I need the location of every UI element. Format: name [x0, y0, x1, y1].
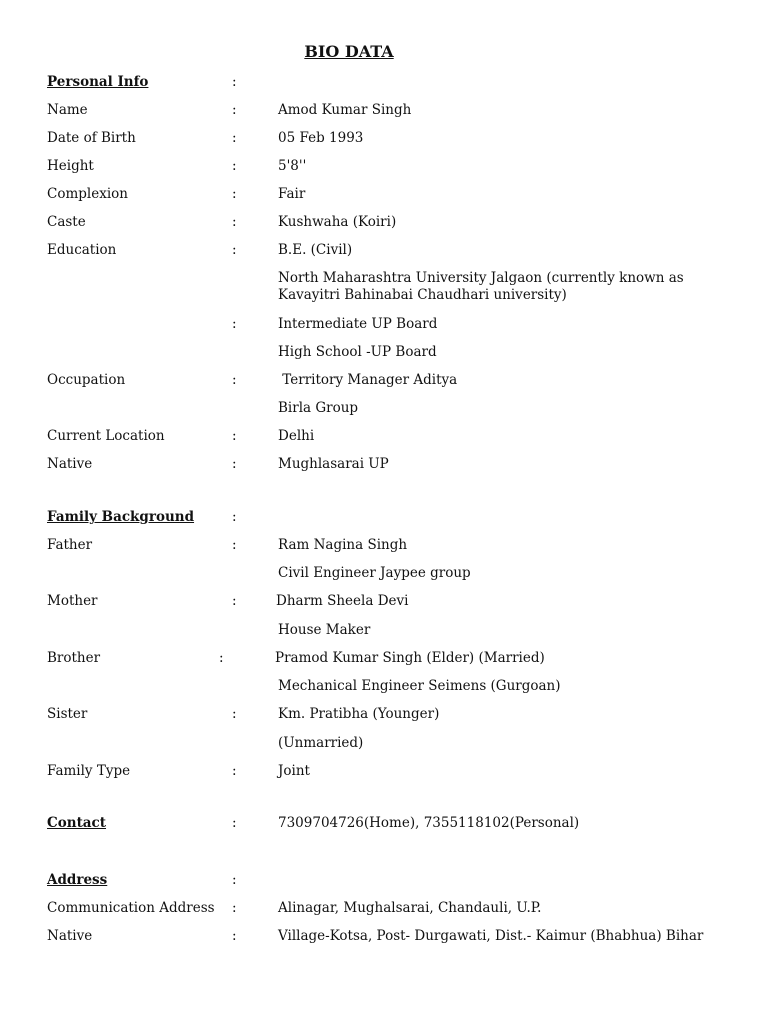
colon: : — [232, 900, 237, 916]
colon: : — [232, 242, 237, 258]
native-label: Native — [47, 456, 93, 472]
occupation-line-1: Territory Manager Aditya — [278, 372, 458, 388]
education-high-school: High School -UP Board — [278, 344, 437, 360]
caste-label: Caste — [47, 214, 86, 230]
colon: : — [232, 763, 237, 779]
name-label: Name — [47, 102, 88, 118]
colon: : — [232, 509, 237, 525]
colon: : — [232, 130, 237, 146]
education-degree: B.E. (Civil) — [278, 242, 353, 258]
mother-occupation: House Maker — [278, 622, 371, 638]
contact-heading: Contact — [47, 815, 107, 831]
occupation-label: Occupation — [47, 372, 126, 388]
communication-address-value: Alinagar, Mughalsarai, Chandauli, U.P. — [278, 900, 542, 916]
complexion-label: Complexion — [47, 186, 128, 202]
colon: : — [232, 428, 237, 444]
education-intermediate: Intermediate UP Board — [278, 316, 438, 332]
colon: : — [232, 158, 237, 174]
name-value: Amod Kumar Singh — [278, 102, 412, 118]
mother-name: Dharm Sheela Devi — [276, 593, 409, 609]
colon: : — [232, 214, 237, 230]
father-name: Ram Nagina Singh — [278, 537, 408, 553]
complexion-value: Fair — [278, 186, 306, 202]
native-value: Mughlasarai UP — [278, 456, 389, 472]
height-value: 5'8'' — [278, 158, 307, 174]
height-label: Height — [47, 158, 94, 174]
document-title: BIO DATA — [304, 42, 394, 61]
colon: : — [232, 872, 237, 888]
colon: : — [232, 706, 237, 722]
colon: : — [232, 316, 237, 332]
sister-label: Sister — [47, 706, 88, 722]
native-address-label: Native — [47, 928, 93, 944]
native-address-value: Village-Kotsa, Post- Durgawati, Dist.- Kaimur (Bhabhua) Bihar — [278, 928, 704, 944]
dob-value: 05 Feb 1993 — [278, 130, 364, 146]
location-label: Current Location — [47, 428, 165, 444]
colon: : — [232, 593, 237, 609]
father-label: Father — [47, 537, 93, 553]
colon: : — [232, 456, 237, 472]
colon: : — [232, 928, 237, 944]
family-background-heading: Family Background — [47, 509, 195, 525]
colon: : — [232, 186, 237, 202]
father-occupation: Civil Engineer Jaypee group — [278, 565, 471, 581]
colon: : — [232, 537, 237, 553]
education-label: Education — [47, 242, 117, 258]
caste-value: Kushwaha (Koiri) — [278, 214, 397, 230]
dob-label: Date of Birth — [47, 130, 136, 146]
occupation-line-2: Birla Group — [278, 400, 359, 416]
education-university: North Maharashtra University Jalgaon (currently known as Kavayitri Bahinabai Chaudhari university) — [278, 270, 684, 303]
mother-label: Mother — [47, 593, 98, 609]
communication-address-label: Communication Address — [47, 900, 215, 916]
colon: : — [232, 372, 237, 388]
colon: : — [219, 650, 224, 666]
personal-info-heading: Personal Info — [47, 74, 149, 90]
colon: : — [232, 102, 237, 118]
contact-numbers: 7309704726(Home), 7355118102(Personal) — [278, 815, 580, 831]
location-value: Delhi — [278, 428, 315, 444]
sister-name: Km. Pratibha (Younger) — [278, 706, 440, 722]
colon: : — [232, 74, 237, 90]
sister-status: (Unmarried) — [278, 735, 364, 751]
address-heading: Address — [47, 872, 108, 888]
brother-label: Brother — [47, 650, 101, 666]
family-type-value: Joint — [278, 763, 310, 779]
family-type-label: Family Type — [47, 763, 131, 779]
colon: : — [232, 815, 237, 831]
brother-name: Pramod Kumar Singh (Elder) (Married) — [275, 650, 545, 666]
brother-occupation: Mechanical Engineer Seimens (Gurgoan) — [278, 678, 561, 694]
